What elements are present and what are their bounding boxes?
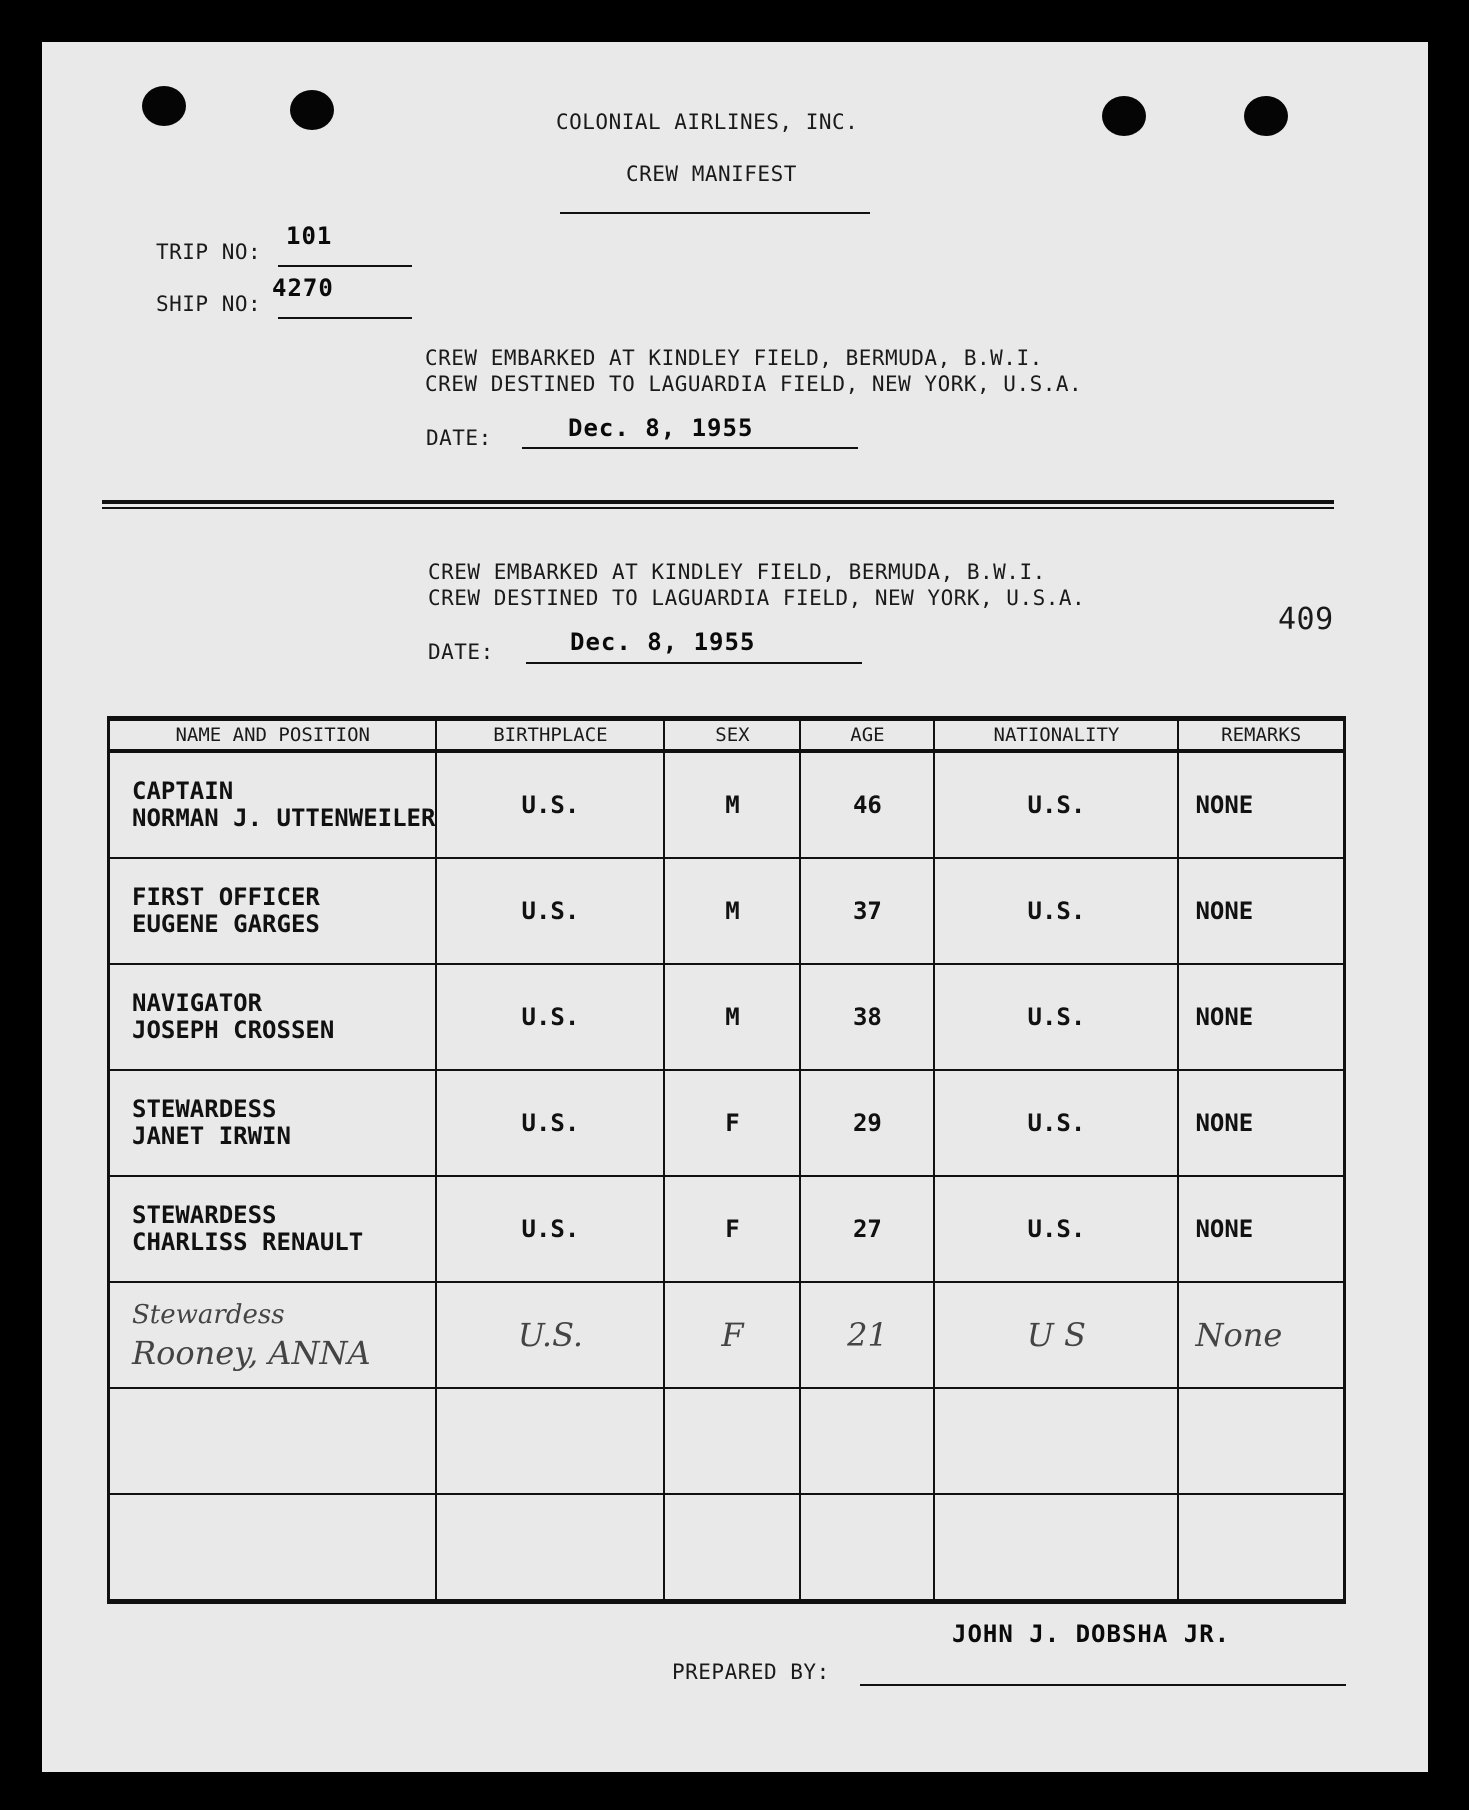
divider-rule [102, 507, 1334, 509]
table-row [109, 964, 1345, 1070]
remarks-cell: NONE [1178, 964, 1344, 1070]
empty-cell [800, 1494, 934, 1602]
punch-hole [1102, 96, 1146, 136]
crew-name: Rooney, ANNA [132, 1333, 371, 1372]
table-row-empty [109, 1388, 1345, 1494]
empty-cell [109, 1494, 437, 1602]
empty-cell [436, 1388, 664, 1494]
empty-cell [1178, 1388, 1344, 1494]
signature-line [860, 1684, 1346, 1686]
header-name-position: NAME AND POSITION [109, 719, 437, 752]
table-row-empty [109, 1494, 1345, 1602]
name-cell [109, 858, 437, 964]
crew-position: STEWARDESS [132, 1095, 277, 1123]
date-value-1: Dec. 8, 1955 [568, 414, 754, 442]
destined-text-1: CREW DESTINED TO LAGUARDIA FIELD, NEW YORK, U.S.A. [425, 372, 1083, 396]
crew-position: NAVIGATOR [132, 989, 263, 1017]
remarks-cell: NONE [1178, 1070, 1344, 1176]
date-label-2: DATE: [428, 640, 494, 664]
company-name: COLONIAL AIRLINES, INC. [556, 110, 859, 134]
ship-underline [278, 317, 412, 319]
crew-position: STEWARDESS [132, 1201, 277, 1229]
crew-name: EUGENE GARGES [132, 910, 320, 938]
sex-cell: M [664, 751, 800, 858]
empty-cell [436, 1494, 664, 1602]
header-remarks: REMARKS [1178, 719, 1344, 752]
date-underline-1 [522, 447, 858, 449]
punch-hole [1244, 96, 1288, 136]
divider-rule [102, 500, 1334, 504]
sex-cell: F [664, 1282, 800, 1388]
crew-table [107, 716, 1346, 1604]
table-header-row [109, 719, 1345, 752]
birthplace-cell: U.S. [436, 858, 664, 964]
name-cell [109, 964, 437, 1070]
remarks-cell: NONE [1178, 858, 1344, 964]
header-age: AGE [800, 719, 934, 752]
empty-cell [109, 1388, 437, 1494]
punch-hole [290, 90, 334, 130]
embarked-text-2: CREW EMBARKED AT KINDLEY FIELD, BERMUDA, B.W.I. [428, 560, 1046, 584]
nationality-cell: U.S. [934, 1070, 1178, 1176]
nationality-cell: U.S. [934, 858, 1178, 964]
nationality-cell: U.S. [934, 964, 1178, 1070]
date-label-1: DATE: [426, 426, 492, 450]
birthplace-cell: U.S. [436, 751, 664, 858]
age-cell: 27 [800, 1176, 934, 1282]
nationality-cell: U.S. [934, 1176, 1178, 1282]
preparer-name: JOHN J. DOBSHA JR. [952, 1620, 1231, 1648]
title-underline [560, 212, 870, 214]
birthplace-cell: U.S. [436, 964, 664, 1070]
remarks-cell: NONE [1178, 1176, 1344, 1282]
trip-underline [278, 265, 412, 267]
table-row [109, 858, 1345, 964]
prepared-by-label: PREPARED BY: [672, 1660, 830, 1684]
crew-name: NORMAN J. UTTENWEILER [132, 804, 436, 832]
ship-number: 4270 [272, 274, 334, 302]
header-birthplace: BIRTHPLACE [436, 719, 664, 752]
empty-cell [934, 1388, 1178, 1494]
sex-cell: M [664, 964, 800, 1070]
age-cell: 38 [800, 964, 934, 1070]
age-cell: 46 [800, 751, 934, 858]
birthplace-cell: U.S. [436, 1070, 664, 1176]
form-title: CREW MANIFEST [626, 162, 797, 186]
age-cell: 21 [800, 1282, 934, 1388]
crew-position: Stewardess [132, 1299, 285, 1330]
name-cell [109, 751, 437, 858]
trip-label: TRIP NO: [156, 240, 262, 264]
remarks-cell: None [1178, 1282, 1344, 1388]
empty-cell [934, 1494, 1178, 1602]
nationality-cell: U.S. [934, 751, 1178, 858]
empty-cell [664, 1494, 800, 1602]
table-row [109, 1176, 1345, 1282]
table-row [109, 751, 1345, 858]
destined-text-2: CREW DESTINED TO LAGUARDIA FIELD, NEW YORK, U.S.A. [428, 586, 1086, 610]
name-cell [109, 1176, 437, 1282]
table-row-handwritten [109, 1282, 1345, 1388]
sex-cell: F [664, 1070, 800, 1176]
nationality-cell: U S [934, 1282, 1178, 1388]
crew-name: JANET IRWIN [132, 1122, 291, 1150]
birthplace-cell: U.S. [436, 1282, 664, 1388]
crew-name: CHARLISS RENAULT [132, 1228, 364, 1256]
remarks-cell: NONE [1178, 751, 1344, 858]
crew-position: CAPTAIN [132, 777, 234, 805]
empty-cell [1178, 1494, 1344, 1602]
sex-cell: F [664, 1176, 800, 1282]
ship-label: SHIP NO: [156, 292, 262, 316]
header-nationality: NATIONALITY [934, 719, 1178, 752]
trip-number: 101 [286, 222, 333, 250]
birthplace-cell: U.S. [436, 1176, 664, 1282]
punch-hole [142, 86, 186, 126]
empty-cell [800, 1388, 934, 1494]
empty-cell [664, 1388, 800, 1494]
age-cell: 37 [800, 858, 934, 964]
header-sex: SEX [664, 719, 800, 752]
age-cell: 29 [800, 1070, 934, 1176]
embarked-text-1: CREW EMBARKED AT KINDLEY FIELD, BERMUDA, B.W.I. [425, 346, 1043, 370]
date-value-2: Dec. 8, 1955 [570, 628, 756, 656]
page-number: 409 [1278, 602, 1334, 637]
name-cell [109, 1070, 437, 1176]
date-underline-2 [526, 662, 862, 664]
crew-name: JOSEPH CROSSEN [132, 1016, 335, 1044]
crew-position: FIRST OFFICER [132, 883, 320, 911]
name-cell [109, 1282, 437, 1388]
table-row [109, 1070, 1345, 1176]
sex-cell: M [664, 858, 800, 964]
